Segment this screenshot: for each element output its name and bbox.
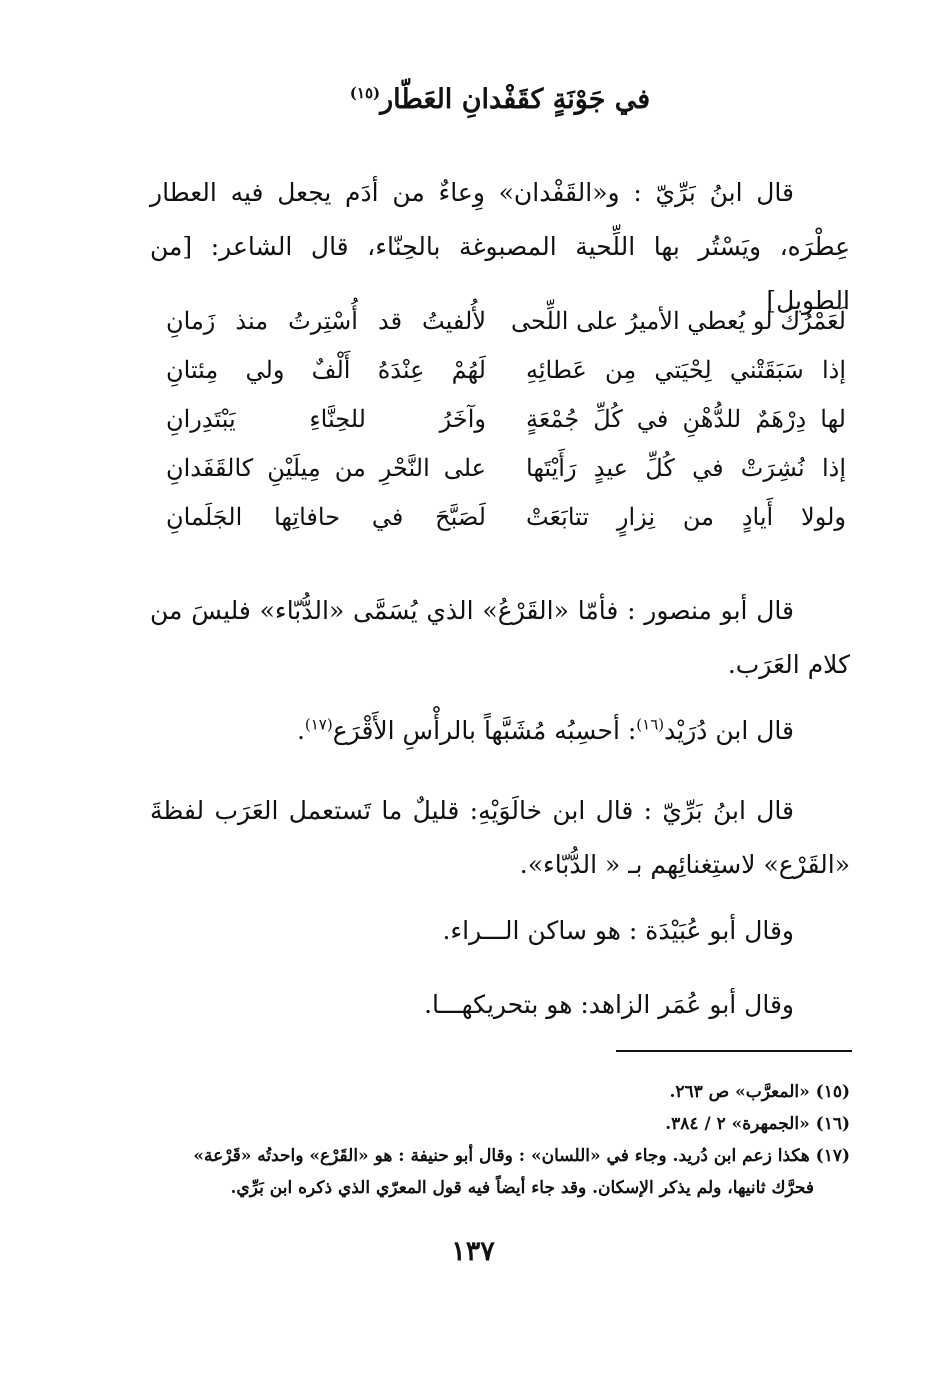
verse-first-half: إذا نُشِرَتْ في كُلِّ عيدٍ رَأَيْتَها xyxy=(526,453,846,482)
paragraph-ibn-durayd xyxy=(150,704,850,758)
paragraph-ibn-khalawayh xyxy=(150,784,850,892)
poem-verse xyxy=(166,345,846,394)
paragraph-abu-ubayda xyxy=(150,904,850,958)
verse-second-half: لَهُمْ عِنْدَهُ أَلْفٌ ولي مِئتانِ xyxy=(166,355,486,384)
verse-second-half: وآخَرُ للحِنَّاءِ يَبْتَدِرانِ xyxy=(166,404,486,433)
paragraph-line: قال أبو منصور : فأمّا «القَرْعُ» الذي يُسَمَّى «الدُّبّاء» فليسَ من كلام xyxy=(150,596,850,679)
section-heading xyxy=(150,84,850,115)
verse-first-half: لها دِرْهَمٌ للدُّهْنِ في كُلِّ جُمْعَةٍ xyxy=(526,404,846,433)
verse-second-half: لأُلفيتُ قد أُسْتِرتُ منذ زَمانِ xyxy=(166,306,486,335)
paragraph-abu-mansur xyxy=(150,584,850,692)
paragraph-text: قال ابن دُرَيْد xyxy=(664,716,794,745)
footnotes xyxy=(150,1076,850,1204)
heading-text: في جَوْنَةٍ كقَفْدانِ العَطّار xyxy=(380,84,651,115)
footnote-divider xyxy=(616,1050,852,1052)
footnote-16: (١٦) «الجمهرة» ٢ / ٣٨٤. xyxy=(665,1114,850,1134)
verse-first-half: لَعَمْرُكَ لو يُعطي الأميرُ على اللِّحى xyxy=(511,306,846,335)
page-number: ١٣٧ xyxy=(451,1236,495,1267)
paragraph-line: لاستِغنائِهم بـ « الدُّبّاء». xyxy=(519,850,756,879)
verse-first-half: ولولا أَيادٍ من نِزارٍ تتابَعَتْ xyxy=(526,502,846,531)
paragraph-text: وقال أبو عُبَيْدَة : هو ساكن الـــراء. xyxy=(442,916,794,945)
paragraph-abu-umar xyxy=(150,978,850,1032)
poem-verse xyxy=(166,443,846,492)
verse-first-half: إذا سَبَقَتْني لِحْيَتي مِن عَطائِهِ xyxy=(526,355,846,384)
paragraph-line: قال ابنُ بَرِّيّ : قال ابن خالَوَيْهِ: قليلٌ ما تَستعمل العَرَب لفظةَ «القَرْع» xyxy=(150,796,850,879)
verse-second-half: على النَّحْرِ من مِيلَيْنِ كالقَفَدانِ xyxy=(166,453,486,482)
poem-verse xyxy=(166,394,846,443)
footnote-17-continuation: فحرَّك ثانيها، ولم يذكر الإسكان. وقد جاء أيضاً فيه قول المعرّي الذي ذكره ابن بَرِّي. xyxy=(230,1178,814,1198)
paragraph-line: ويَسْتُر بها اللِّحية المصبوغة بالحِنّاء، قال الشاعر: [من الطويل] xyxy=(150,232,850,315)
poem-verse xyxy=(166,296,846,345)
footnote-ref: (١٦) xyxy=(636,715,665,734)
paragraph-text: : أحسِبُه مُشَبَّهاً بالرأْسِ الأَقْرَع xyxy=(332,716,637,745)
poem-block xyxy=(166,296,846,541)
paragraph-line: العَرَب. xyxy=(727,650,800,679)
poem-verse xyxy=(166,492,846,541)
verse-second-half: لَصَبَّحَ في حافاتِها الجَلَمانِ xyxy=(166,502,486,531)
paragraph-text: وقال أبو عُمَر الزاهد: هو بتحريكهـــا. xyxy=(424,990,794,1019)
footnote-ref: (١٧) xyxy=(304,715,333,734)
paragraph-text: . xyxy=(296,716,305,745)
footnote-17: (١٧) هكذا زعم ابن دُريد. وجاء في «اللسان» : وقال أبو حنيفة : هو «القَرْع» واحدتُه «قَرْعة» xyxy=(193,1146,850,1166)
paragraph-line: قال ابنُ بَرِّيّ : و«القَفْدان» وِعاءٌ من أدَم يجعل فيه العطار عِطْرَه، xyxy=(150,178,850,261)
footnote-15: (١٥) «المعرَّب» ص ٢٦٣. xyxy=(669,1082,850,1102)
heading-note-ref: (١٥) xyxy=(349,84,381,102)
